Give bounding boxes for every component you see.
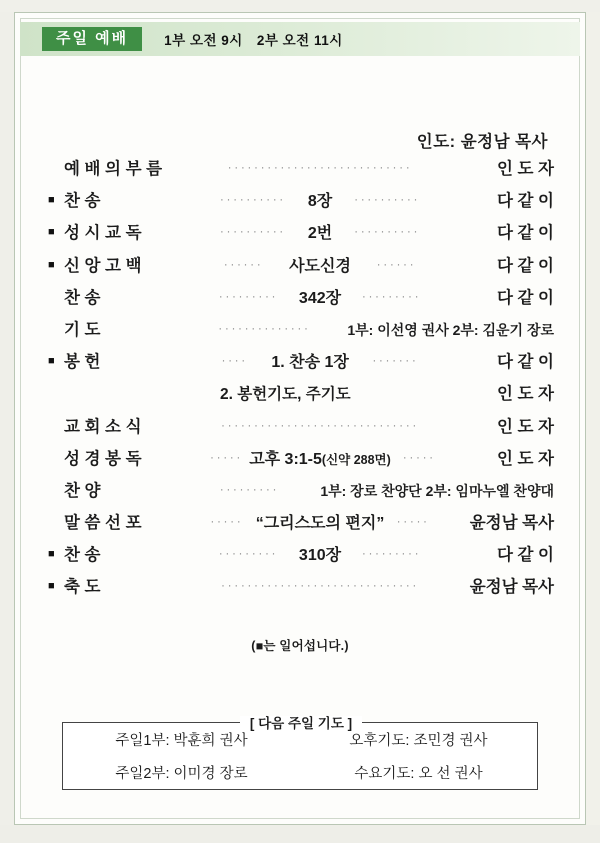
order-title: 찬 송: [64, 546, 101, 565]
leader-dots: ·········: [361, 546, 422, 561]
order-row: [48, 445, 554, 477]
order-of-worship-list: [48, 155, 554, 606]
page-edge-bottom: [0, 825, 600, 843]
order-row: [48, 573, 554, 605]
service-times: [164, 29, 343, 49]
prayer-cell-afternoon: [300, 729, 537, 750]
order-detail: 310장: [298, 547, 342, 565]
leader-dots: ·····: [396, 514, 430, 529]
order-detail: 사도신경: [289, 257, 351, 275]
stand-marker: ■: [48, 258, 55, 271]
prayer-row: [63, 756, 537, 789]
standing-note: (■는 일어섭니다.): [251, 639, 349, 653]
leader-dots: ·········: [361, 288, 422, 303]
worship-leader: 인도: 윤정남 목사: [416, 133, 548, 151]
stand-marker: ■: [48, 355, 55, 368]
order-participant: 인 도 자: [497, 417, 554, 436]
leader-dots: ·····: [210, 449, 243, 464]
leader-dots: ····: [221, 353, 248, 368]
order-participant: 인 도 자: [497, 385, 554, 404]
order-participant: 다 같 이: [497, 353, 554, 372]
order-title: 말 씀 선 포: [64, 514, 142, 533]
prayer-name: 조민경 권사: [413, 733, 488, 749]
prayer-box-title-text: [ 다음 주일 기도 ]: [240, 716, 362, 731]
scripture-page: (신약 288면): [321, 452, 391, 467]
order-row: [48, 252, 554, 284]
order-detail: 2번: [307, 225, 333, 243]
order-row: [48, 413, 554, 445]
leader-dots: ··········: [219, 224, 286, 239]
leader-dots: ··········: [219, 192, 286, 207]
order-title: 찬 송: [64, 192, 101, 211]
order-subrow: [48, 380, 554, 412]
order-row: [48, 477, 554, 509]
prayer-cell-sunday-second: [63, 762, 300, 783]
order-detail: 1부: 장로 찬양단 2부: 임마누엘 찬양대: [320, 482, 554, 499]
stand-marker: ■: [48, 194, 55, 207]
order-detail: 8장: [307, 193, 333, 211]
order-participant: 다 같 이: [497, 224, 555, 243]
order-participant: 다 같 이: [497, 192, 555, 211]
leader-dots: ······························: [221, 578, 419, 593]
prayer-name: 박훈희 권사: [173, 733, 248, 749]
leader-dots: ······: [223, 256, 264, 271]
order-detail: 2. 봉헌기도, 주기도: [220, 386, 351, 404]
prayer-label: 주일2부:: [115, 766, 170, 782]
leader-dots: ·········: [219, 481, 280, 496]
service-time-first: 1부 오전 9시: [164, 33, 243, 48]
prayer-name: 이미경 장로: [173, 766, 248, 782]
order-detail: 342장: [298, 289, 342, 307]
leader-dots: ·········: [218, 288, 279, 303]
leader-dots: ·······: [372, 353, 419, 368]
leader-dots: ······························: [221, 417, 419, 432]
prayer-label: 주일1부:: [115, 733, 170, 749]
order-detail: [243, 446, 397, 469]
order-participant: 다 같 이: [497, 288, 554, 307]
order-participant: 인 도 자: [497, 160, 554, 178]
sermon-title: “그리스도의 편지”: [255, 515, 385, 533]
order-row: [48, 348, 554, 380]
order-row: [48, 541, 554, 573]
service-time-second: 2부 오전 11시: [256, 33, 343, 48]
order-title: 교 회 소 식: [64, 417, 142, 436]
prayer-label: 오후기도:: [349, 733, 410, 749]
order-title: 예 배 의 부 름: [64, 160, 163, 178]
leader-dots: ·····: [210, 514, 244, 529]
order-row: [48, 219, 554, 251]
prayer-box-title: [63, 712, 539, 732]
page-edge-left: [0, 0, 14, 843]
order-detail: 1부: 이선영 권사 2부: 김운기 장로: [347, 321, 554, 338]
order-title: 봉 헌: [64, 353, 101, 372]
order-title: 성 경 봉 독: [64, 449, 142, 468]
order-title: 축 도: [64, 578, 101, 597]
order-detail: 1. 찬송 1장: [271, 354, 349, 372]
leader-dots: ······: [376, 256, 417, 271]
order-row: [48, 509, 554, 541]
order-participant: 윤정남 목사: [469, 514, 555, 533]
prayer-cell-wednesday: [300, 762, 537, 783]
stand-marker: ■: [48, 226, 55, 239]
order-title: 기 도: [64, 320, 101, 339]
prayer-cell-sunday-first: [63, 729, 300, 750]
leader-dots: ··········: [354, 192, 421, 207]
order-title: 성 시 교 독: [64, 224, 142, 243]
prayer-name: 오 선 권사: [418, 766, 483, 782]
stand-marker: ■: [48, 548, 55, 561]
service-type-tag: 주일 예배: [42, 27, 142, 51]
page-edge-top: [0, 0, 600, 12]
order-participant: 윤정남 목사: [469, 578, 554, 597]
scripture-reference: 고후 3:1-5: [249, 450, 322, 468]
leader-dots: ·········: [218, 546, 279, 561]
order-title: 찬 양: [64, 481, 101, 500]
page-edge-right: [586, 0, 600, 843]
stand-marker: ■: [48, 580, 55, 593]
leader-dots: ·····: [402, 449, 436, 464]
order-row: [48, 284, 554, 316]
order-row: [48, 187, 554, 219]
leader-dots: ··········: [354, 224, 421, 239]
next-week-prayer-box: [62, 716, 538, 790]
order-title: 찬 송: [64, 288, 101, 307]
header-band: [20, 22, 580, 56]
leader-dots: ····························: [227, 160, 413, 174]
order-participant: 인 도 자: [496, 449, 554, 468]
order-title: 신 앙 고 백: [64, 256, 142, 275]
order-participant: 다 같 이: [497, 256, 555, 275]
leader-dots: ··············: [218, 320, 311, 335]
order-row: [48, 155, 554, 187]
order-participant: 다 같 이: [497, 546, 554, 565]
order-row: [48, 316, 554, 348]
prayer-label: 수요기도:: [354, 766, 415, 782]
